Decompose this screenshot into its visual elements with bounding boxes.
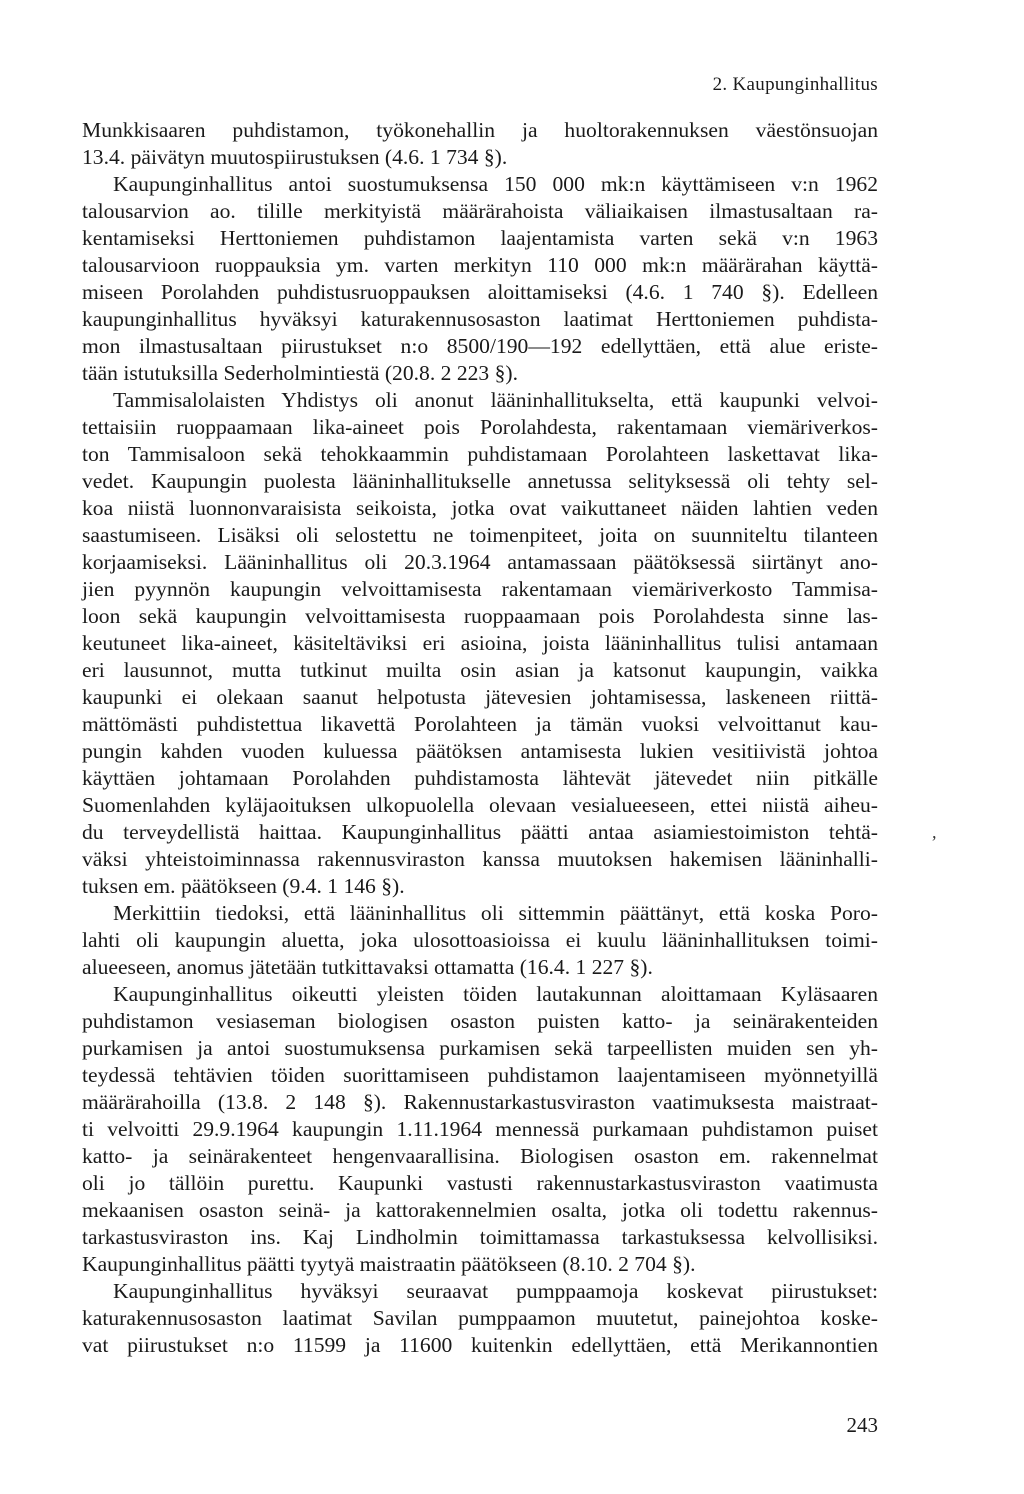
text-line: katto- ja seinärakenteet hengenvaarallisina. Biologisen osaston em. rakennelmat bbox=[82, 1144, 878, 1168]
text-line: Kaupunginhallitus päätti tyytyä maistraatin päätökseen (8.10. 2 704 §). bbox=[82, 1252, 696, 1276]
paragraph bbox=[82, 1278, 878, 1359]
text-line: korjaamiseksi. Lääninhallitus oli 20.3.1964 antamassaan päätöksessä siirtänyt ano- bbox=[82, 550, 878, 574]
text-line: vat piirustukset n:o 11599 ja 11600 kuitenkin edellyttäen, että Merikannontien bbox=[82, 1333, 878, 1357]
text-line: 13.4. päivätyn muutospiirustuksen (4.6. 1 734 §). bbox=[82, 145, 508, 169]
text-line: keutuneet lika-aineet, käsiteltäviksi eri asioina, joista lääninhallitus tulisi antamaan bbox=[82, 631, 878, 655]
text-line: saastumiseen. Lisäksi oli selostettu ne toimenpiteet, joita on suunniteltu tilanteen bbox=[82, 523, 878, 547]
paragraph bbox=[82, 981, 878, 1278]
text-line: mon ilmastusaltaan piirustukset n:o 8500/190—192 edellyttäen, että alue eriste- bbox=[82, 334, 878, 358]
text-line: vedet. Kaupungin puolesta lääninhallitukselle annetussa selityksessä oli tehty sel- bbox=[82, 469, 878, 493]
text-line: talousarvioon ruoppauksia ym. varten merkityn 110 000 mk:n määrärahan käyttä- bbox=[82, 253, 878, 277]
text-line: purkamisen ja antoi suostumuksensa purkamisen sekä tarpeellisten muiden sen yh- bbox=[82, 1036, 878, 1060]
document-page bbox=[82, 0, 878, 1494]
text-line: Munkkisaaren puhdistamon, työkonehallin ja huoltorakennuksen väestönsuojan bbox=[82, 118, 878, 142]
text-line: Suomenlahden kyläjaoituksen ulkopuolella olevaan vesialueeseen, ettei niistä aiheu- bbox=[82, 793, 878, 817]
body-text bbox=[82, 117, 878, 1359]
text-line: du terveydellistä haittaa. Kaupunginhallitus päätti antaa asiamiestoimiston tehtä- bbox=[82, 820, 878, 844]
text-line: kaupunki ei olekaan saanut helpotusta jätevesien johtamisessa, laskeneen riittä- bbox=[82, 685, 878, 709]
paragraph bbox=[82, 117, 878, 171]
text-line: loon sekä kaupungin velvoittamisesta ruoppaamaan pois Porolahdesta sinne las- bbox=[82, 604, 878, 628]
text-line: miseen Porolahden puhdistusruoppauksen aloittamiseksi (4.6. 1 740 §). Edelleen bbox=[82, 280, 878, 304]
text-line: määrärahoilla (13.8. 2 148 §). Rakennustarkastusviraston vaatimuksesta maistraat- bbox=[82, 1090, 878, 1114]
text-line: tään istutuksilla Sederholmintiestä (20.8. 2 223 §). bbox=[82, 361, 519, 385]
text-line: jien pyynnön kaupungin velvoittamisesta rakentamaan viemäriverkosto Tammisa- bbox=[82, 577, 878, 601]
text-line: ti velvoitti 29.9.1964 kaupungin 1.11.1964 mennessä purkamaan puhdistamon puiset bbox=[82, 1117, 878, 1141]
text-line: kentamiseksi Herttoniemen puhdistamon laajentamista varten sekä v:n 1963 bbox=[82, 226, 878, 250]
text-line: katurakennusosaston laatimat Savilan pumppaamon muutetut, painejohtoa koske- bbox=[82, 1306, 878, 1330]
text-line: väksi yhteistoiminnassa rakennusviraston kanssa muutoksen hakemisen lääninhalli- bbox=[82, 847, 878, 871]
text-line: pungin kahden vuoden kuluessa päätöksen antamisesta lukien vesitiivistä johtoa bbox=[82, 739, 878, 763]
paragraph bbox=[82, 387, 878, 900]
text-line: Kaupunginhallitus antoi suostumuksensa 150 000 mk:n käyttämiseen v:n 1962 bbox=[113, 172, 878, 196]
text-line: Kaupunginhallitus hyväksyi seuraavat pumppaamoja koskevat piirustukset: bbox=[113, 1279, 878, 1303]
text-line: puhdistamon vesiaseman biologisen osaston puisten katto- ja seinärakenteiden bbox=[82, 1009, 878, 1033]
page-number: 243 bbox=[846, 1413, 878, 1437]
text-line: oli jo tällöin purettu. Kaupunki vastusti rakennustarkastusviraston vaatimusta bbox=[82, 1171, 878, 1195]
margin-mark: , bbox=[932, 822, 937, 842]
text-line: ton Tammisaloon sekä tehokkaammin puhdistamaan Porolahteen laskettavat lika- bbox=[82, 442, 878, 466]
text-line: alueeseen, anomus jätetään tutkittavaksi ottamatta (16.4. 1 227 §). bbox=[82, 955, 653, 979]
text-line: teydessä tehtävien töiden suorittamiseen puhdistamon laajentamiseen myönnetyillä bbox=[82, 1063, 878, 1087]
running-head: 2. Kaupunginhallitus bbox=[712, 74, 878, 95]
text-line: tettaisiin ruoppaamaan lika-aineet pois Porolahdesta, rakentamaan viemäriverkos- bbox=[82, 415, 878, 439]
text-line: Merkittiin tiedoksi, että lääninhallitus oli sittemmin päättänyt, että koska Poro- bbox=[113, 901, 878, 925]
paragraph bbox=[82, 171, 878, 387]
text-line: tarkastusviraston ins. Kaj Lindholmin toimittamassa tarkastuksessa kelvollisiksi. bbox=[82, 1225, 878, 1249]
text-line: eri lausunnot, mutta tutkinut muilta osin asian ja katsonut kaupungin, vaikka bbox=[82, 658, 878, 682]
text-line: lahti oli kaupungin aluetta, joka ulosottoasioissa ei kuulu lääninhallituksen toimi- bbox=[82, 928, 878, 952]
text-line: käyttäen johtamaan Porolahden puhdistamosta lähtevät jätevedet niin pitkälle bbox=[82, 766, 878, 790]
text-line: talousarvion ao. tilille merkityistä määrärahoista väliaikaisen ilmastusaltaan ra- bbox=[82, 199, 878, 223]
text-line: mättömästi puhdistettua likavettä Porolahteen ja tämän vuoksi velvoittanut kau- bbox=[82, 712, 878, 736]
text-line: mekaanisen osaston seinä- ja kattorakennelmien osalta, jotka oli todettu rakennus- bbox=[82, 1198, 878, 1222]
text-line: kaupunginhallitus hyväksyi katurakennusosaston laatimat Herttoniemen puhdista- bbox=[82, 307, 878, 331]
text-line: tuksen em. päätökseen (9.4. 1 146 §). bbox=[82, 874, 405, 898]
text-line: koa niistä luonnonvaraisista seikoista, jotka ovat vaikuttaneet näiden lahtien veden bbox=[82, 496, 878, 520]
paragraph bbox=[82, 900, 878, 981]
text-line: Kaupunginhallitus oikeutti yleisten töiden lautakunnan aloittamaan Kyläsaaren bbox=[113, 982, 878, 1006]
text-line: Tammisalolaisten Yhdistys oli anonut lääninhallitukselta, että kaupunki velvoi- bbox=[113, 388, 878, 412]
